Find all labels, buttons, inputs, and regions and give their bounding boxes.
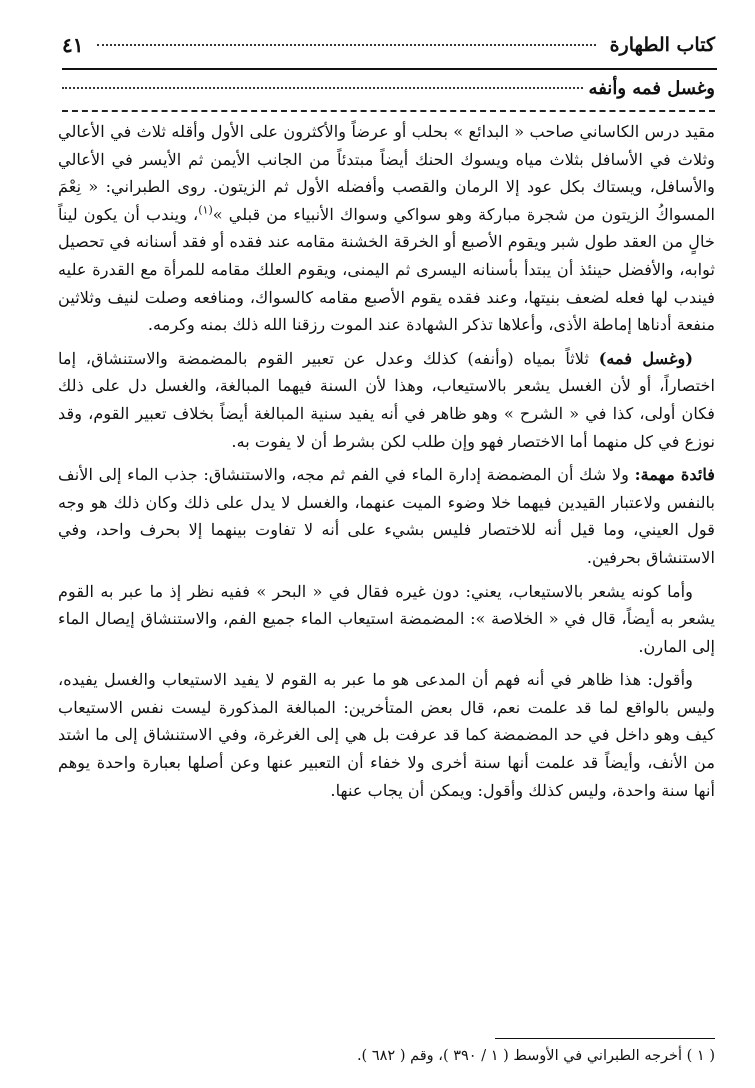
paragraph-3 (58, 461, 715, 571)
page-number: ٤١ (62, 33, 84, 57)
paragraph-2 (58, 345, 715, 455)
paragraph-text: وأقول: هذا ظاهر في أنه فهم أن المدعى هو ما عبر به القوم لا يفيد الاستيعاب والغسل يفيده، وليس بالواقع لما قد علمت نعم، قال بعض المتأخرين: المبالغة المذكورة ليست نفس الاستيعاب كيف وهو داخل في حد المضمضة كما قد عرفت بل هي إلى الغرغرة، وفي الاستنشاق إلى ما اشتد من الأنف، وأيضاً قد علمت أنها سنة أخرى ولا خفاء أن التعبير عنها وعن أصلها بعبارة واحدة يوهم أنها سنة واحدة، وليس كذلك وأقول: ويمكن أن يجاب عنها. (58, 670, 715, 800)
section-title: وغسل فمه وأنفه (588, 77, 715, 99)
paragraph-text: وأما كونه يشعر بالاستيعاب، يعني: دون غيره فقال في « البحر » ففيه نظر إذ ما عبر به القوم يشعر به أيضاً، قال في « الخلاصة »: المضمضة استيعاب الماء جميع الفم، والاستنشاق إيصال الماء إلى المارن. (58, 581, 715, 656)
running-header (62, 30, 715, 60)
paragraph-text-continued: ، ويندب أن يكون ليناً خالٍ من العقد طول شبر ويقوم الأصبع أو الخرقة الخشنة مقامه عند فقده أو فقد أسنانه في تحصيل ثوابه، والأفضل حينئذ أن يبتدأ بأسنانه اليسرى ثم اليمنى، ويقوم العلك مقامه للمرأة مع القدرة عليه فيندب لها فعله لضعف بنيتها، وعند فقده يقوم الأصبع مقامه كالسواك، ومنافعه وصلت لنيف وثلاثين منفعة أدناها إماطة الأذى، وأعلاها تذكر الشهادة عند الموت رزقنا الله ذلك بمنه وكرمه. (58, 204, 715, 335)
footnote-rule (495, 1038, 715, 1039)
paragraph-text: ثلاثاً بمياه (وأنفه) كذلك وعدل عن تعبير القوم بالمضمضة والاستنشاق، إما اختصاراً، أو لأن الغسل يشعر بالاستيعاب، وهذا لأن السنة فيهما المبالغة، والغسل دل على ذلك فكان أولى، كذا في « الشرح » وهو ظاهر في أنه يفيد سنية المبالغة أيضاً بخلاف تعبير القوم، وقد نوزع في كل منهما أما الاختصار فهو وإن طلب لكن بشرط أن لا يفوت به. (58, 348, 715, 451)
paragraph-text: ولا شك أن المضمضة إدارة الماء في الفم ثم مجه، والاستنشاق: جذب الماء إلى الأنف بالنفس ولاعتبار القيدين فيهما خلا وضوء الميت عنهما، والغسل لا يدل على ذلك وكان ذلك هو وجه قول العيني، وما قيل أنه للاختصار فليس بشيء على أنه لا تفاوت بينهما إلا بحرف واحد، وفي الاستنشاق بحرفين. (58, 465, 715, 567)
book-title: كتاب الطهارة (609, 34, 715, 56)
paragraph-lead: (وغسل فمه) (598, 348, 693, 368)
section-dotted-leader (62, 87, 583, 89)
header-dotted-leader (97, 44, 595, 46)
footnote: ( ١ ) أخرجه الطبراني في الأوسط ( ١ / ٣٩٠ )، وقم ( ٦٨٢ ). (356, 1048, 715, 1064)
paragraph-text: مقيد درس الكاساني صاحب « البدائع » بحلب أو عرضاً والأكثرون على الأول وأقله ثلاث في الأعالي وثلاث في الأسافل بثلاث مياه ويسوك الحنك أيضاً مبتدئاً من الجانب الأيمن ثم الأيسر في الأعالي والأسافل، ويستاك بكل عود إلا الرمان والقصب وأفضله الأول ثم الزيتون. روى الطبراني: « نِعْمَ المسواكُ الزيتون من شجرة مباركة وهو سواكي وسواك الأنبياء من قبلي » (58, 122, 716, 224)
paragraph-1 (58, 118, 715, 339)
header-rule (62, 68, 717, 70)
section-header (62, 74, 715, 102)
section-dashed-rule (62, 110, 715, 112)
paragraph-4 (58, 578, 715, 661)
paragraph-lead: فائدة مهمة: (634, 465, 716, 485)
body-text (58, 118, 715, 810)
paragraph-5 (58, 666, 715, 804)
footnote-reference: (١) (198, 203, 213, 217)
